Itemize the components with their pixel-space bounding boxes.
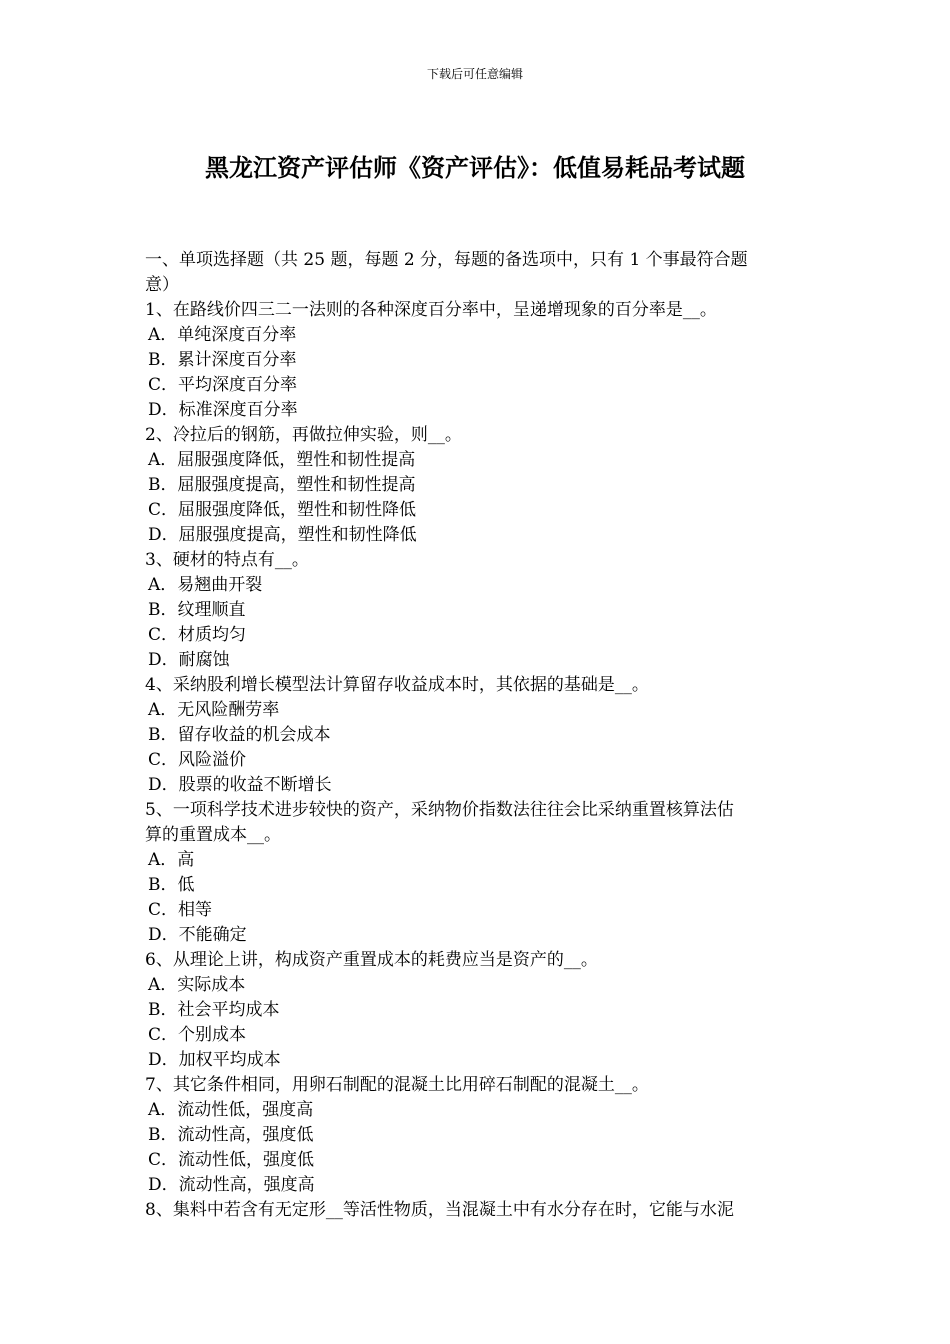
question-item xyxy=(145,948,810,1073)
question-text: 1、在路线价四三二一法则的各种深度百分率中，呈递增现象的百分率是__。 xyxy=(145,300,717,320)
answer-option: C．材质均匀 xyxy=(148,625,247,645)
answer-option: D．股票的收益不断增长 xyxy=(148,775,332,795)
answer-option: A．实际成本 xyxy=(148,975,246,995)
question-text: 6、从理论上讲，构成资产重置成本的耗费应当是资产的__。 xyxy=(145,950,598,970)
question-text: 4、采纳股利增长模型法计算留存收益成本时，其依据的基础是__。 xyxy=(145,675,649,695)
answer-option: B．纹理顺直 xyxy=(148,600,246,620)
answer-option: B．屈服强度提高，塑性和韧性提高 xyxy=(148,475,416,495)
answer-option: D．流动性高，强度高 xyxy=(148,1175,315,1195)
answer-option: C．平均深度百分率 xyxy=(148,375,298,395)
answer-option: C．屈服强度降低，塑性和韧性降低 xyxy=(148,500,417,520)
answer-option: B．累计深度百分率 xyxy=(148,350,297,370)
page-header: 下载后可任意编辑 xyxy=(426,67,523,81)
question-item xyxy=(145,1073,810,1198)
document-body xyxy=(145,248,810,1223)
answer-option: D．标准深度百分率 xyxy=(148,400,298,420)
question-list xyxy=(145,298,810,1223)
document-title: 黑龙江资产评估师《资产评估》：低值易耗品考试题 xyxy=(205,153,745,182)
question-item xyxy=(145,673,810,798)
answer-option: B．社会平均成本 xyxy=(148,1000,280,1020)
answer-option: C．风险溢价 xyxy=(148,750,247,770)
question-item xyxy=(145,423,810,548)
question-item xyxy=(145,298,810,423)
question-text: 7、其它条件相同，用卵石制配的混凝土比用碎石制配的混凝土__。 xyxy=(145,1075,649,1095)
answer-option: A．易翘曲开裂 xyxy=(148,575,263,595)
question-text: 8、集料中若含有无定形__等活性物质，当混凝土中有水分存在时，它能与水泥 xyxy=(145,1200,734,1220)
question-item xyxy=(145,1198,810,1223)
answer-option: B．留存收益的机会成本 xyxy=(148,725,331,745)
question-text: 3、硬材的特点有__。 xyxy=(145,550,309,570)
question-text: 5、一项科学技术进步较快的资产，采纳物价指数法往往会比采纳重置核算法估 xyxy=(145,800,734,820)
answer-option: B．低 xyxy=(148,875,195,895)
answer-option: C．流动性低，强度低 xyxy=(148,1150,315,1170)
answer-option: A．无风险酬劳率 xyxy=(148,700,280,720)
question-text: 算的重置成本__。 xyxy=(145,825,281,845)
answer-option: D．屈服强度提高，塑性和韧性降低 xyxy=(148,525,417,545)
question-item xyxy=(145,548,810,673)
answer-option: A．单纯深度百分率 xyxy=(148,325,297,345)
answer-option: A．高 xyxy=(148,850,195,870)
question-item xyxy=(145,798,810,948)
answer-option: A．流动性低，强度高 xyxy=(148,1100,314,1120)
answer-option: C．个别成本 xyxy=(148,1025,247,1045)
answer-option: B．流动性高，强度低 xyxy=(148,1125,314,1145)
answer-option: A．屈服强度降低，塑性和韧性提高 xyxy=(148,450,416,470)
section-heading-line-1: 一、单项选择题（共 25 题，每题 2 分，每题的备选项中，只有 1 个事最符合题 xyxy=(145,250,748,270)
section-heading-line-2: 意） xyxy=(145,275,179,295)
answer-option: D．不能确定 xyxy=(148,925,247,945)
answer-option: D．加权平均成本 xyxy=(148,1050,281,1070)
question-text: 2、冷拉后的钢筋，再做拉伸实验，则__。 xyxy=(145,425,462,445)
answer-option: C．相等 xyxy=(148,900,213,920)
answer-option: D．耐腐蚀 xyxy=(148,650,230,670)
